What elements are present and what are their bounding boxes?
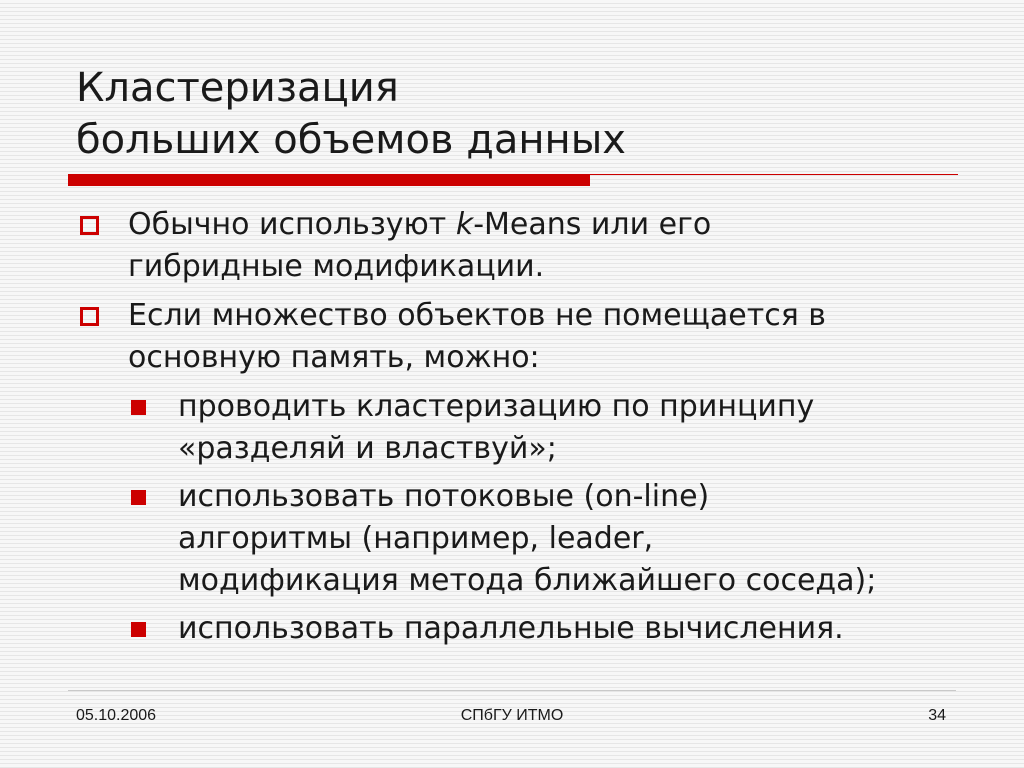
filled-square-icon bbox=[131, 622, 146, 637]
bullet-line: модификация метода ближайшего соседа); bbox=[178, 563, 877, 598]
bullet-text: Обычно используют bbox=[128, 207, 456, 242]
bullet-item-memory bbox=[76, 295, 976, 379]
title-underline-thin bbox=[590, 174, 958, 175]
bullet-line bbox=[128, 204, 976, 246]
bullet-line: использовать параллельные вычисления. bbox=[178, 611, 844, 646]
bullet-line: основную память, можно: bbox=[128, 340, 540, 375]
bullet-line: Если множество объектов не помещается в bbox=[128, 298, 826, 333]
bullet-emphasis-k: k bbox=[455, 207, 474, 242]
footer-organization: СПбГУ ИТМО bbox=[460, 707, 564, 724]
hollow-square-icon bbox=[80, 307, 99, 326]
title-underline-thick bbox=[68, 174, 590, 186]
bullet-list bbox=[76, 204, 976, 656]
hollow-square-icon bbox=[80, 216, 99, 235]
bullet-text: -Means или его bbox=[473, 207, 712, 242]
slide-title bbox=[76, 62, 626, 166]
sub-bullet-parallel-computing bbox=[128, 608, 976, 650]
sub-bullet-divide-conquer bbox=[128, 386, 976, 470]
filled-square-icon bbox=[131, 400, 146, 415]
page-number: 34 bbox=[928, 707, 946, 724]
bullet-line: использовать потоковые (on-line) bbox=[178, 479, 710, 514]
bullet-item-kmeans bbox=[76, 204, 976, 288]
footer-date: 05.10.2006 bbox=[76, 707, 157, 724]
slide-title-line-2: больших объемов данных bbox=[76, 117, 626, 163]
sub-bullet-online-algorithms bbox=[128, 476, 976, 602]
footer-divider bbox=[68, 690, 956, 691]
bullet-line: гибридные модификации. bbox=[128, 249, 545, 284]
bullet-line: «разделяй и властвуй»; bbox=[178, 431, 557, 466]
slide-title-line-1: Кластеризация bbox=[76, 65, 399, 111]
bullet-line: проводить кластеризацию по принципу bbox=[178, 389, 815, 424]
filled-square-icon bbox=[131, 490, 146, 505]
bullet-line: алгоритмы (например, leader, bbox=[178, 521, 654, 556]
